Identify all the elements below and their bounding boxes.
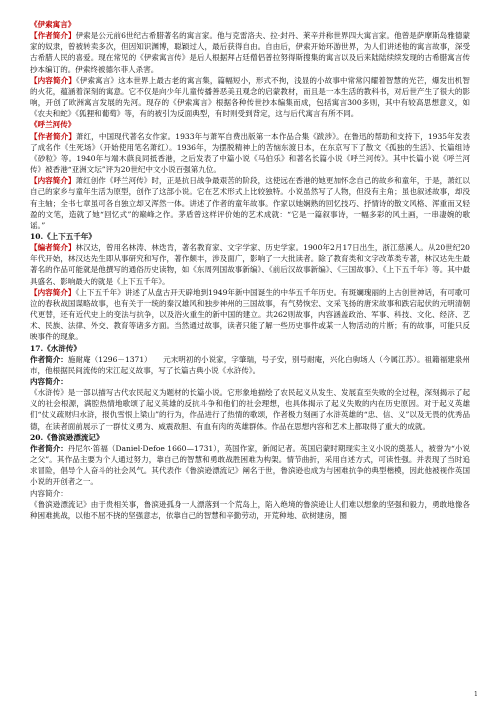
paragraph-robinson-content: 《鲁滨逊漂流记》由于贵相关事，鲁滨逊孤身一人漂落到一个荒岛上，陷入绝境的鲁滨逊让人们难以想象的坚强和毅力，勇敢地像各种困难挑战，以他不屈不挠的坚强意志，依靠自己的智慧和辛勤劳动，开荒种地、砍树建房，圈: [30, 499, 470, 520]
paragraph-aesop-author: 【作者简介】伊索是公元前6世纪古希腊著名的寓言家。他与克雷洛夫、拉·封丹、莱辛并称世界四大寓言家。他曾是萨摩斯岛雅德蒙家的奴隶，曾被转卖多次，但因知识渊博，聪颖过人，最后获得自由。自由后，伊索开始环游世界，为人们讲述他的寓言故事，深受古希腊人民的喜爱。现在常见的《伊索寓言传》是后人根据拜占廷僧侣普拉努得斯搜集的寓言以及后来陆陆续续发现的古希腊寓言传抄本编订的。伊索终被德尔菲人杀害。: [30, 31, 470, 74]
label-water-margin-content: 内容简介：: [30, 377, 68, 386]
paragraph-water-margin-author: 作者简介：施耐庵（1296－1371） 元末明初的小说家，字肇瑞，号子安，别号耐庵，兴化白驹场人（今属江苏）。祖籍福建泉州市，他根据民间流传的宋江起义故事，写了长篇古典小说《水浒传》。: [30, 354, 470, 375]
paragraph-hulan-author: 【作者简介】萧红，中国现代著名女作家。1933年与萧军自费出版第一本作品合集《跋涉》。在鲁迅的帮助和支持下，1935年发表了成名作《生死场》（开始使用笔名萧红）。1936年，为摆脱精神上的苦恼东渡日本，在东京写下了散文《孤独的生活》、长篇组诗《砂粒》等。1940年与端木蕻良同抵香港，之后发表了中篇小说《马伯乐》和著名长篇小说《呼兰河传》。其中长篇小说《呼兰河传》被香港“亚洲文坛”评为20世纪中文小说百强第九位。: [30, 131, 470, 175]
paragraph-water-margin-content: 《水浒传》是一部以描写古代农民起义为题材的长篇小说。它形象地描绘了农民起义从发生、发展直至失败的全过程，深刻揭示了起义的社会根源，满腔热情地歌颂了起义英雄的反抗斗争和他们的社会理想，也具体揭示了起义失败的内在历史原因。对于起义英雄们“仗义疏财归水浒，报仇雪恨上梁山”的行为，作品进行了热情的歌颂，作者极力刻画了水浒英雄的“忠、信、义”以及无畏的优秀品德，在读者面前展示了一群仗义勇为、威震敌胆、有血有肉的英雄群体。作品在思想内容和艺术上都取得了重大的成就。: [30, 388, 470, 431]
label-robinson-content: 内容简介：: [30, 488, 68, 498]
section-title-water-margin: 17.《水浒传》: [30, 343, 81, 353]
section-title-robinson: 20.《鲁滨逊漂流记》: [30, 432, 104, 442]
section-title-five-thousand-years: 10.《上下五千年》: [30, 231, 96, 241]
document-body: [30, 19, 470, 521]
section-title-hulan-river: 《呼兰河传》: [30, 120, 76, 130]
paragraph-robinson-author: 作者简介：丹尼尔·笛福（Daniel·Defoe 1660—1731），英国作家，新闻记者。英国启蒙时期现实主义小说的奠基人，被誉为“小说之父”。其作品主要为个人通过努力，靠自己的智慧和勇敢战胜困难为构架。情节曲折，采用自述方式，可读性强。并表现了当时追求冒险，倡导个人奋斗的社会风气。其代表作《鲁滨逊漂流记》阐名于世，鲁滨逊也成为与困难抗争的典型楷模，因此他被视作英国小说的开创者之一。: [30, 443, 470, 487]
page-number: 1: [474, 691, 478, 698]
paragraph-hulan-content: 【内容简介】萧红创作《呼兰河传》时，正是抗日战争最艰苦的阶段，这使远在香港的她更加怀念自己的故乡和童年，于是，萧红以自己的家乡与童年生活为原型，创作了这部小说。它在艺术形式上比较独特。小说虽然写了人物，但没有主角；虽也叙述故事，却没有主轴；全书七章虽可各自独立却又浑然一体。讲述了作者的童年故事。作家以她娴熟的回忆技巧、抒情诗的散文风格、浑重而又轻盈的文笔，造就了她“回忆式”的巅峰之作。茅盾曾这样评价她的艺术成就：“它是一篇叙事诗，一幅多彩的风土画，一串凄婉的歌谣。”: [30, 176, 470, 230]
paragraph-5000-content: 【内容简介】《上下五千年》讲述了从盘古开天辟地到1949年新中国诞生的中华五千年历史。有斑斓瑰丽的上古创世神话，有可歌可泣的春秋战国谋略故事，也有关于一统的秦汉雄风和独步神州的三国故事，有气势恢宏、文采飞扬的唐宋故事和跌宕起伏的元明清朝代更替，还有近代史上的变法与抗争，以及浴火重生的新中国的建立。共262则故事，内容涵盖政治、军事、科技、文化、经济、艺术、民族、法律、外交、教育等诸多方面。当然通过故事，读者只能了解一些历史事件或某一人物活动的片断；有的故事，可能只反映事件的现象。: [30, 287, 470, 342]
paragraph-5000-editor: 【编者简介】林汉达，曾用名林涛、林迭肯，著名教育家、文字学家、历史学家。1900年2月17日出生，浙江慈溪人。从20世纪20年代开始，林汉达先生即从事研究和写作，著作颇丰，涉及面广，影响了一大批读者。除了教育类和文字改革类专著，林汉达先生最著名的作品可能就是他撰写的通俗历史读物，如《东周列国故事新编》、《前后汉故事新编》、《三国故事》、《上下五千年》等。其中最具盛名、影响最大的就是《上下五千年》。: [30, 243, 470, 286]
section-title-aesop: 《伊索寓言》: [30, 20, 76, 29]
paragraph-aesop-content: 【内容简介】《伊索寓言》这本世界上最古老的寓言集，篇幅短小，形式不拘，浅显的小故事中常常闪耀着智慧的光芒，爆发出机智的火花，蕴涵着深刻的寓意。它不仅是向少年儿童传播善恶美丑观念的启蒙教材，而且是一本生活的教科书，对后世产生了很大的影响，开创了欧洲寓言发展的先河。现存的《伊索寓言》根据各种传世抄本编集而成，包括寓言300多则，其中有较高思想意义，如《农夫和蛇》《狐狸和葡萄》等，有的被引为反面典型，有时则受到背定，这与后代寓言有所不同。: [30, 75, 470, 119]
